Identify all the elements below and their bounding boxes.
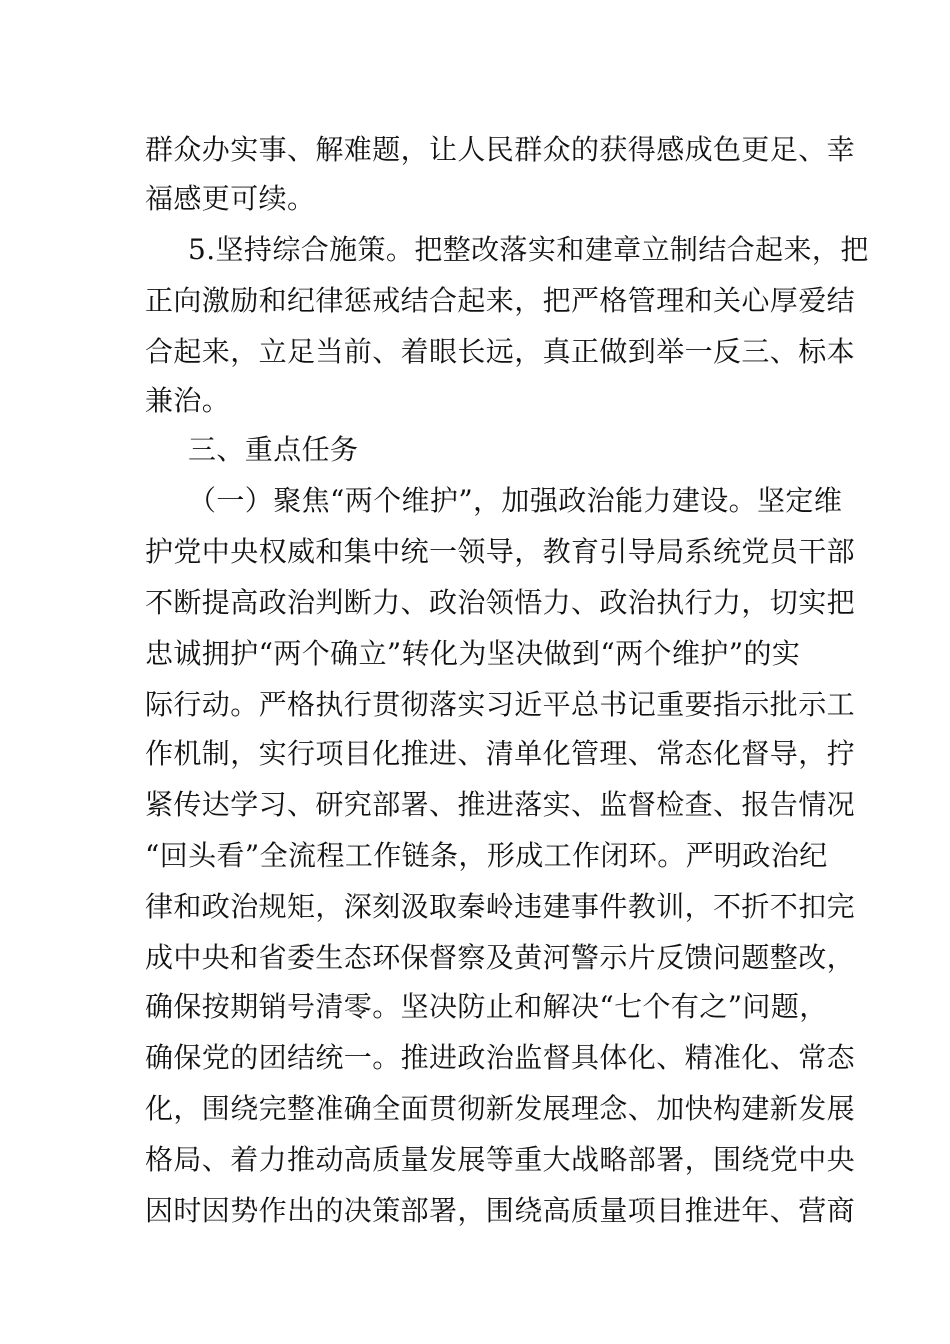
text-line-11: 忠诚拥护“两个确立”转化为坚决做到“两个维护”的实 — [145, 637, 801, 670]
text-line-22: 因时因势作出的决策部署，围绕高质量项目推进年、营商 — [145, 1194, 856, 1227]
text-line-17: 成中央和省委生态环保督察及黄河警示片反馈问题整改， — [145, 941, 856, 974]
text-line-18: 确保按期销号清零。坚决防止和解决“七个有之”问题， — [145, 990, 828, 1023]
text-line-21: 格局、着力推动高质量发展等重大战略部署，围绕党中央 — [145, 1143, 856, 1176]
text-line-19: 确保党的团结统一。推进政治监督具体化、精准化、常态 — [145, 1041, 856, 1074]
text-line-13: 作机制，实行项目化推进、清单化管理、常态化督导，拧 — [145, 737, 856, 770]
text-line-5: 合起来，立足当前、着眼长远，真正做到举一反三、标本 — [145, 335, 856, 368]
text-line-1: 群众办实事、解难题，让人民群众的获得感成色更足、幸 — [145, 133, 856, 166]
text-line-2: 福感更可续。 — [145, 182, 316, 215]
text-line-9: 护党中央权威和集中统一领导，教育引导局系统党员干部 — [145, 535, 856, 568]
text-line-6: 兼治。 — [145, 384, 231, 417]
text-line-12: 际行动。严格执行贯彻落实习近平总书记重要指示批示工 — [145, 688, 856, 721]
text-line-10: 不断提高政治判断力、政治领悟力、政治执行力，切实把 — [145, 586, 856, 619]
text-line-14: 紧传达学习、研究部署、推进落实、监督检查、报告情况 — [145, 788, 856, 821]
text-line-16: 律和政治规矩，深刻汲取秦岭违建事件教训，不折不扣完 — [145, 890, 856, 923]
text-line-20: 化，围绕完整准确全面贯彻新发展理念、加快构建新发展 — [145, 1092, 856, 1125]
text-line-15: “回头看”全流程工作链条，形成工作闭环。严明政治纪 — [145, 839, 828, 872]
subsection-heading: （一）聚焦“两个维护”，加强政治能力建设。坚定维 — [188, 484, 843, 517]
paragraph-5-heading: 5.坚持综合施策。把整改落实和建章立制结合起来，把 — [188, 233, 869, 266]
section-heading: 三、重点任务 — [188, 433, 359, 466]
text-line-4: 正向激励和纪律惩戒结合起来，把严格管理和关心厚爱结 — [145, 284, 856, 317]
